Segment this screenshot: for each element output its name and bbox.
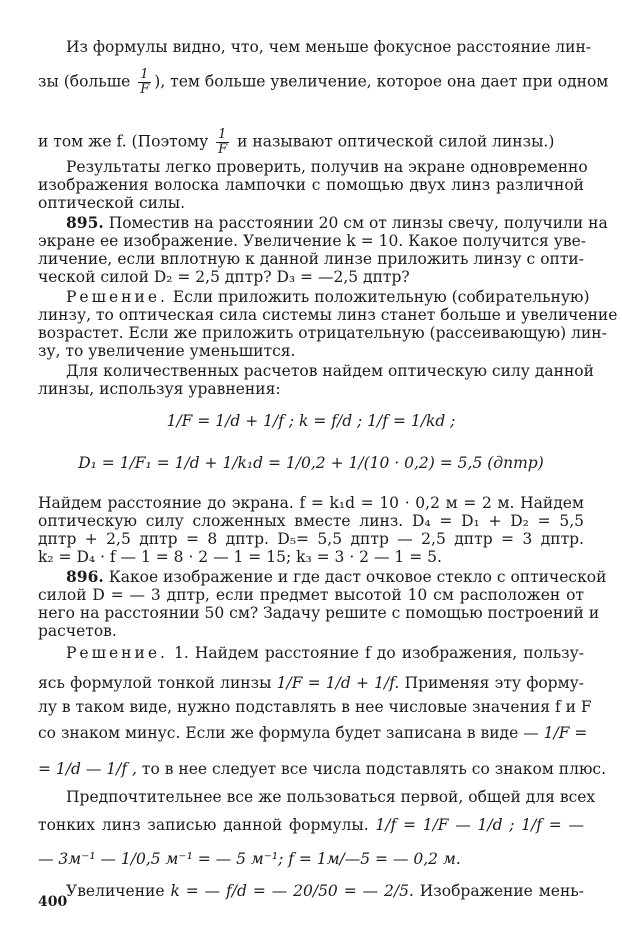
text-line: Решение. Если приложить положительную (собирательную): [66, 288, 590, 306]
text-line: зу, то увеличение уменьшится.: [38, 342, 296, 360]
text-line: изображения волоска лампочки с помощью двух линз различной: [38, 176, 584, 194]
text-line: 896. Какое изображение и где даст очковое стекло с оптической: [66, 567, 607, 586]
text-line: расчетов.: [38, 622, 117, 640]
text-line: Результаты легко проверить, получив на экране одновременно: [66, 158, 588, 176]
text-line: Решение. 1. Найдем расстояние f до изображения, пользу-: [66, 644, 584, 662]
text-line: Для количественных расчетов найдем оптическую силу данной: [66, 362, 594, 380]
formula: — 3м⁻¹ — 1/0,5 м⁻¹ = — 5 м⁻¹; f = 1м/—5 = — 0,2 м.: [38, 850, 461, 868]
text-line: и том же f. (Поэтому $\frac{1}{F}$ и называют оптической силой линзы.): [38, 127, 555, 157]
text-line: Найдем расстояние до экрана. f = k₁d = 10 · 0,2 м = 2 м. Найдем: [38, 494, 584, 512]
text-line: него на расстоянии 50 см? Задачу решите с помощью построений и: [38, 604, 600, 622]
text-line: силой D = — 3 дптр, если предмет высотой 10 см расположен от: [38, 586, 584, 604]
fraction: $\frac{1}{F}$: [140, 67, 150, 97]
text-line: k₂ = D₄ · f — 1 = 8 · 2 — 1 = 15; k₃ = 3 · 2 — 1 = 5.: [38, 548, 442, 566]
formula: 1/F = 1/d + 1/f ; k = f/d ; 1/f = 1/kd ;: [166, 412, 456, 430]
text-line: оптическую силу сложенных вместе линз. D₄ = D₁ + D₂ = 5,5: [38, 512, 584, 530]
text-line: лу в таком виде, нужно подставлять в нее числовые значения f и F: [38, 698, 592, 716]
fraction: $\frac{1}{F}$: [218, 127, 228, 157]
page-number: 400: [38, 894, 68, 910]
text-line: оптической силы.: [38, 194, 186, 212]
text-line: Из формулы видно, что, чем меньше фокусное расстояние лин-: [66, 38, 592, 56]
text-line: зы (больше $\frac{1}{F}$ ), тем больше увеличение, которое она дает при одном: [38, 67, 609, 97]
text-line: дптр + 2,5 дптр = 8 дптр. D₅= 5,5 дптр — 2,5 дптр = 3 дптр.: [38, 530, 584, 548]
text-line: линзу, то оптическая сила системы линз станет больше и увеличение: [38, 306, 618, 324]
text-line: со знаком минус. Если же формула будет записана в виде — 1/F =: [38, 724, 588, 742]
text-line: ясь формулой тонкой линзы 1/F = 1/d + 1/f. Применяя эту форму-: [38, 674, 584, 692]
text-line: возрастет. Если же приложить отрицательную (рассеивающую) лин-: [38, 324, 607, 342]
text-line: Предпочтительнее все же пользоваться первой, общей для всех: [66, 788, 596, 806]
text-line: экране ее изображение. Увеличение k = 10. Какое получится уве-: [38, 232, 587, 250]
formula: D₁ = 1/F₁ = 1/d + 1/k₁d = 1/0,2 + 1/(10 · 0,2) = 5,5 (дптр): [78, 454, 544, 472]
text-line: Увеличение k = — f/d = — 20/50 = — 2/5. Изображение мень-: [66, 882, 584, 900]
text-line: 895. Поместив на расстоянии 20 см от линзы свечу, получили на: [66, 213, 608, 232]
text-line: ческой силой D₂ = 2,5 дптр? D₃ = —2,5 дптр?: [38, 268, 410, 286]
text-line: личение, если вплотную к данной линзе приложить линзу с опти-: [38, 250, 584, 268]
text-line: тонких линз записью данной формулы. 1/f = 1/F — 1/d ; 1/f = —: [38, 816, 585, 834]
text-line: линзы, используя уравнения:: [38, 380, 281, 398]
text-line: = 1/d — 1/f , то в нее следует все числа подставлять со знаком плюс.: [38, 760, 607, 778]
